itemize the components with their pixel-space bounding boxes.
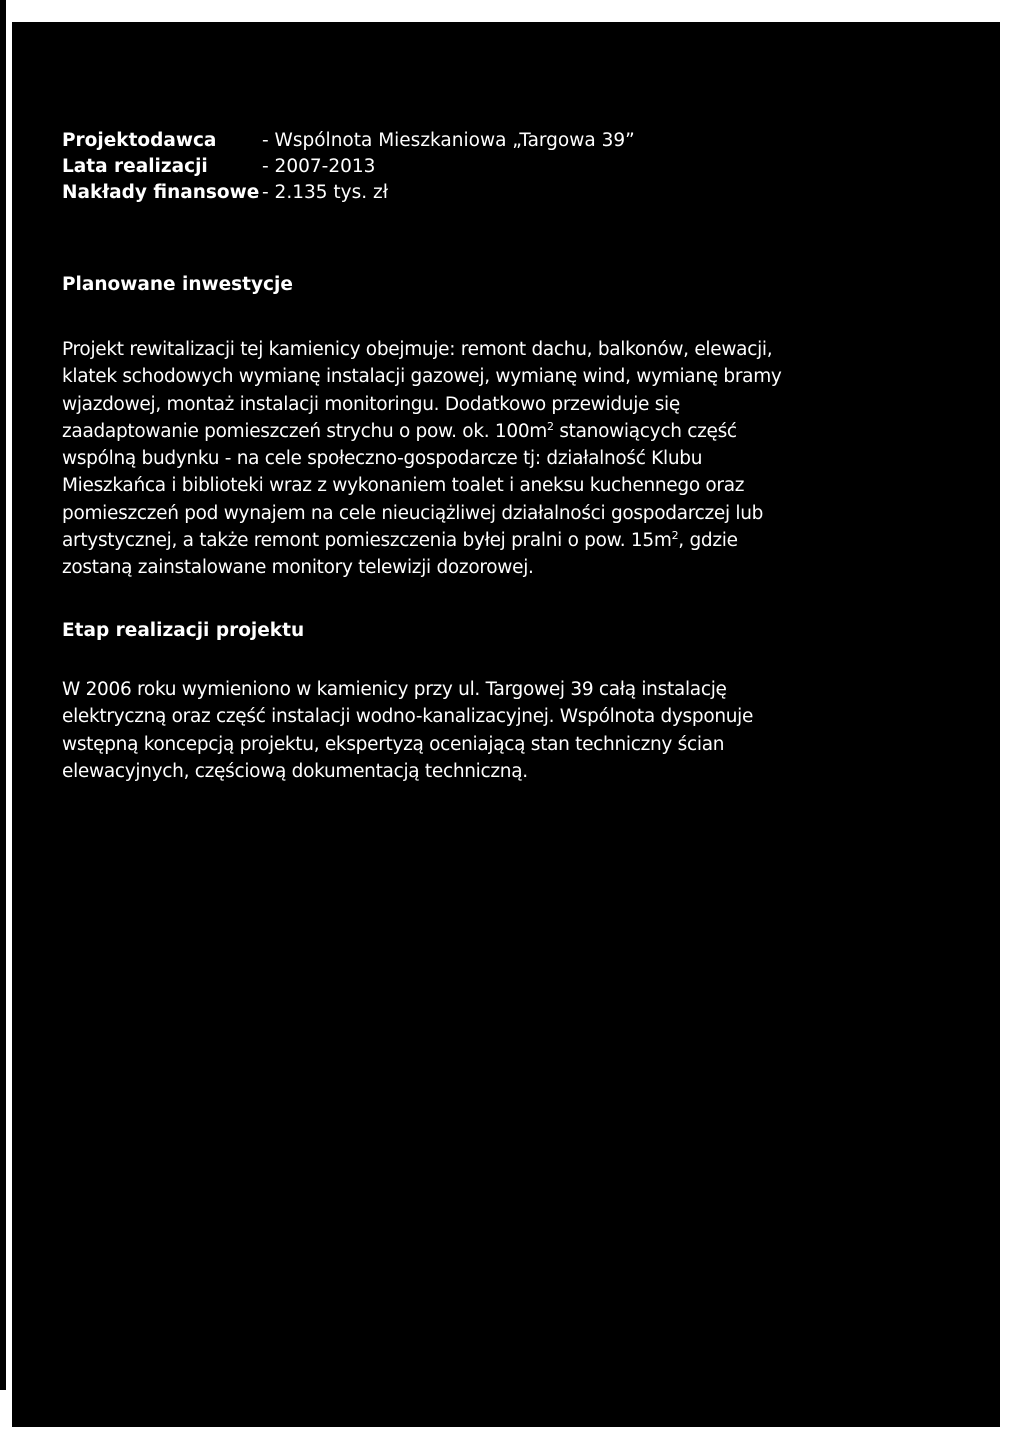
info-row-years (62, 154, 635, 180)
text-line (62, 527, 962, 554)
text-line: elektryczną oraz część instalacji wodno-kanalizacyjnej. Wspólnota dysponuje (62, 706, 754, 728)
text-line: elewacyjnych, częściową dokumentacją techniczną. (62, 760, 528, 782)
text-span: , gdzie (678, 530, 738, 552)
info-value: - 2007-2013 (262, 156, 376, 177)
text-line: Projekt rewitalizacji tej kamienicy obejmuje: remont dachu, balkonów, elewacji, (62, 339, 773, 360)
document-page (12, 22, 1000, 1427)
info-value: - 2.135 tys. zł (262, 182, 388, 203)
text-line: wjazdowej, montaż instalacji monitoringu. Dodatkowo przewiduje się (62, 393, 680, 415)
text-line: pomieszczeń pod wynajem na cele nieuciążliwej działalności gospodarczej lub (62, 502, 764, 524)
superscript: 2 (671, 528, 679, 542)
text-line: Mieszkańca i biblioteki wraz z wykonaniem toalet i aneksu kuchennego oraz (62, 475, 745, 497)
scan-edge (0, 0, 6, 1390)
section-heading-project-stage: Etap realizacji projektu (62, 620, 305, 641)
info-label: Lata realizacji (62, 156, 208, 177)
section-heading-planned-investments: Planowane inwestycje (62, 274, 293, 295)
text-line: wstępną koncepcją projektu, ekspertyzą oceniającą stan techniczny ścian (62, 733, 725, 755)
planned-investments-text (62, 336, 962, 582)
text-line: wspólną budynku - na cele społeczno-gospodarcze tj: działalność Klubu (62, 448, 703, 470)
text-span: stanowiących część (559, 420, 737, 442)
superscript: 2 (547, 419, 554, 433)
text-line: W 2006 roku wymieniono w kamienicy przy ul. Targowej 39 całą instalację (62, 679, 727, 700)
info-row-budget (62, 180, 635, 206)
info-row-applicant (62, 128, 635, 154)
project-stage-text (62, 676, 962, 785)
info-label: Nakłady finansowe (62, 182, 260, 203)
text-line: klatek schodowych wymianę instalacji gazowej, wymianę wind, wymianę bramy (62, 366, 782, 388)
text-span: artystycznej, a także remont pomieszczenia byłej pralni o pow. 15m (62, 530, 672, 552)
info-label: Projektodawca (62, 130, 217, 151)
text-line: zostaną zainstalowane monitory telewizji dozorowej. (62, 557, 534, 579)
info-value: - Wspólnota Mieszkaniowa „Targowa 39” (262, 130, 635, 151)
text-line (62, 418, 962, 445)
text-span: zaadaptowanie pomieszczeń strychu o pow. ok. 100m (62, 420, 548, 442)
project-info (62, 128, 635, 206)
